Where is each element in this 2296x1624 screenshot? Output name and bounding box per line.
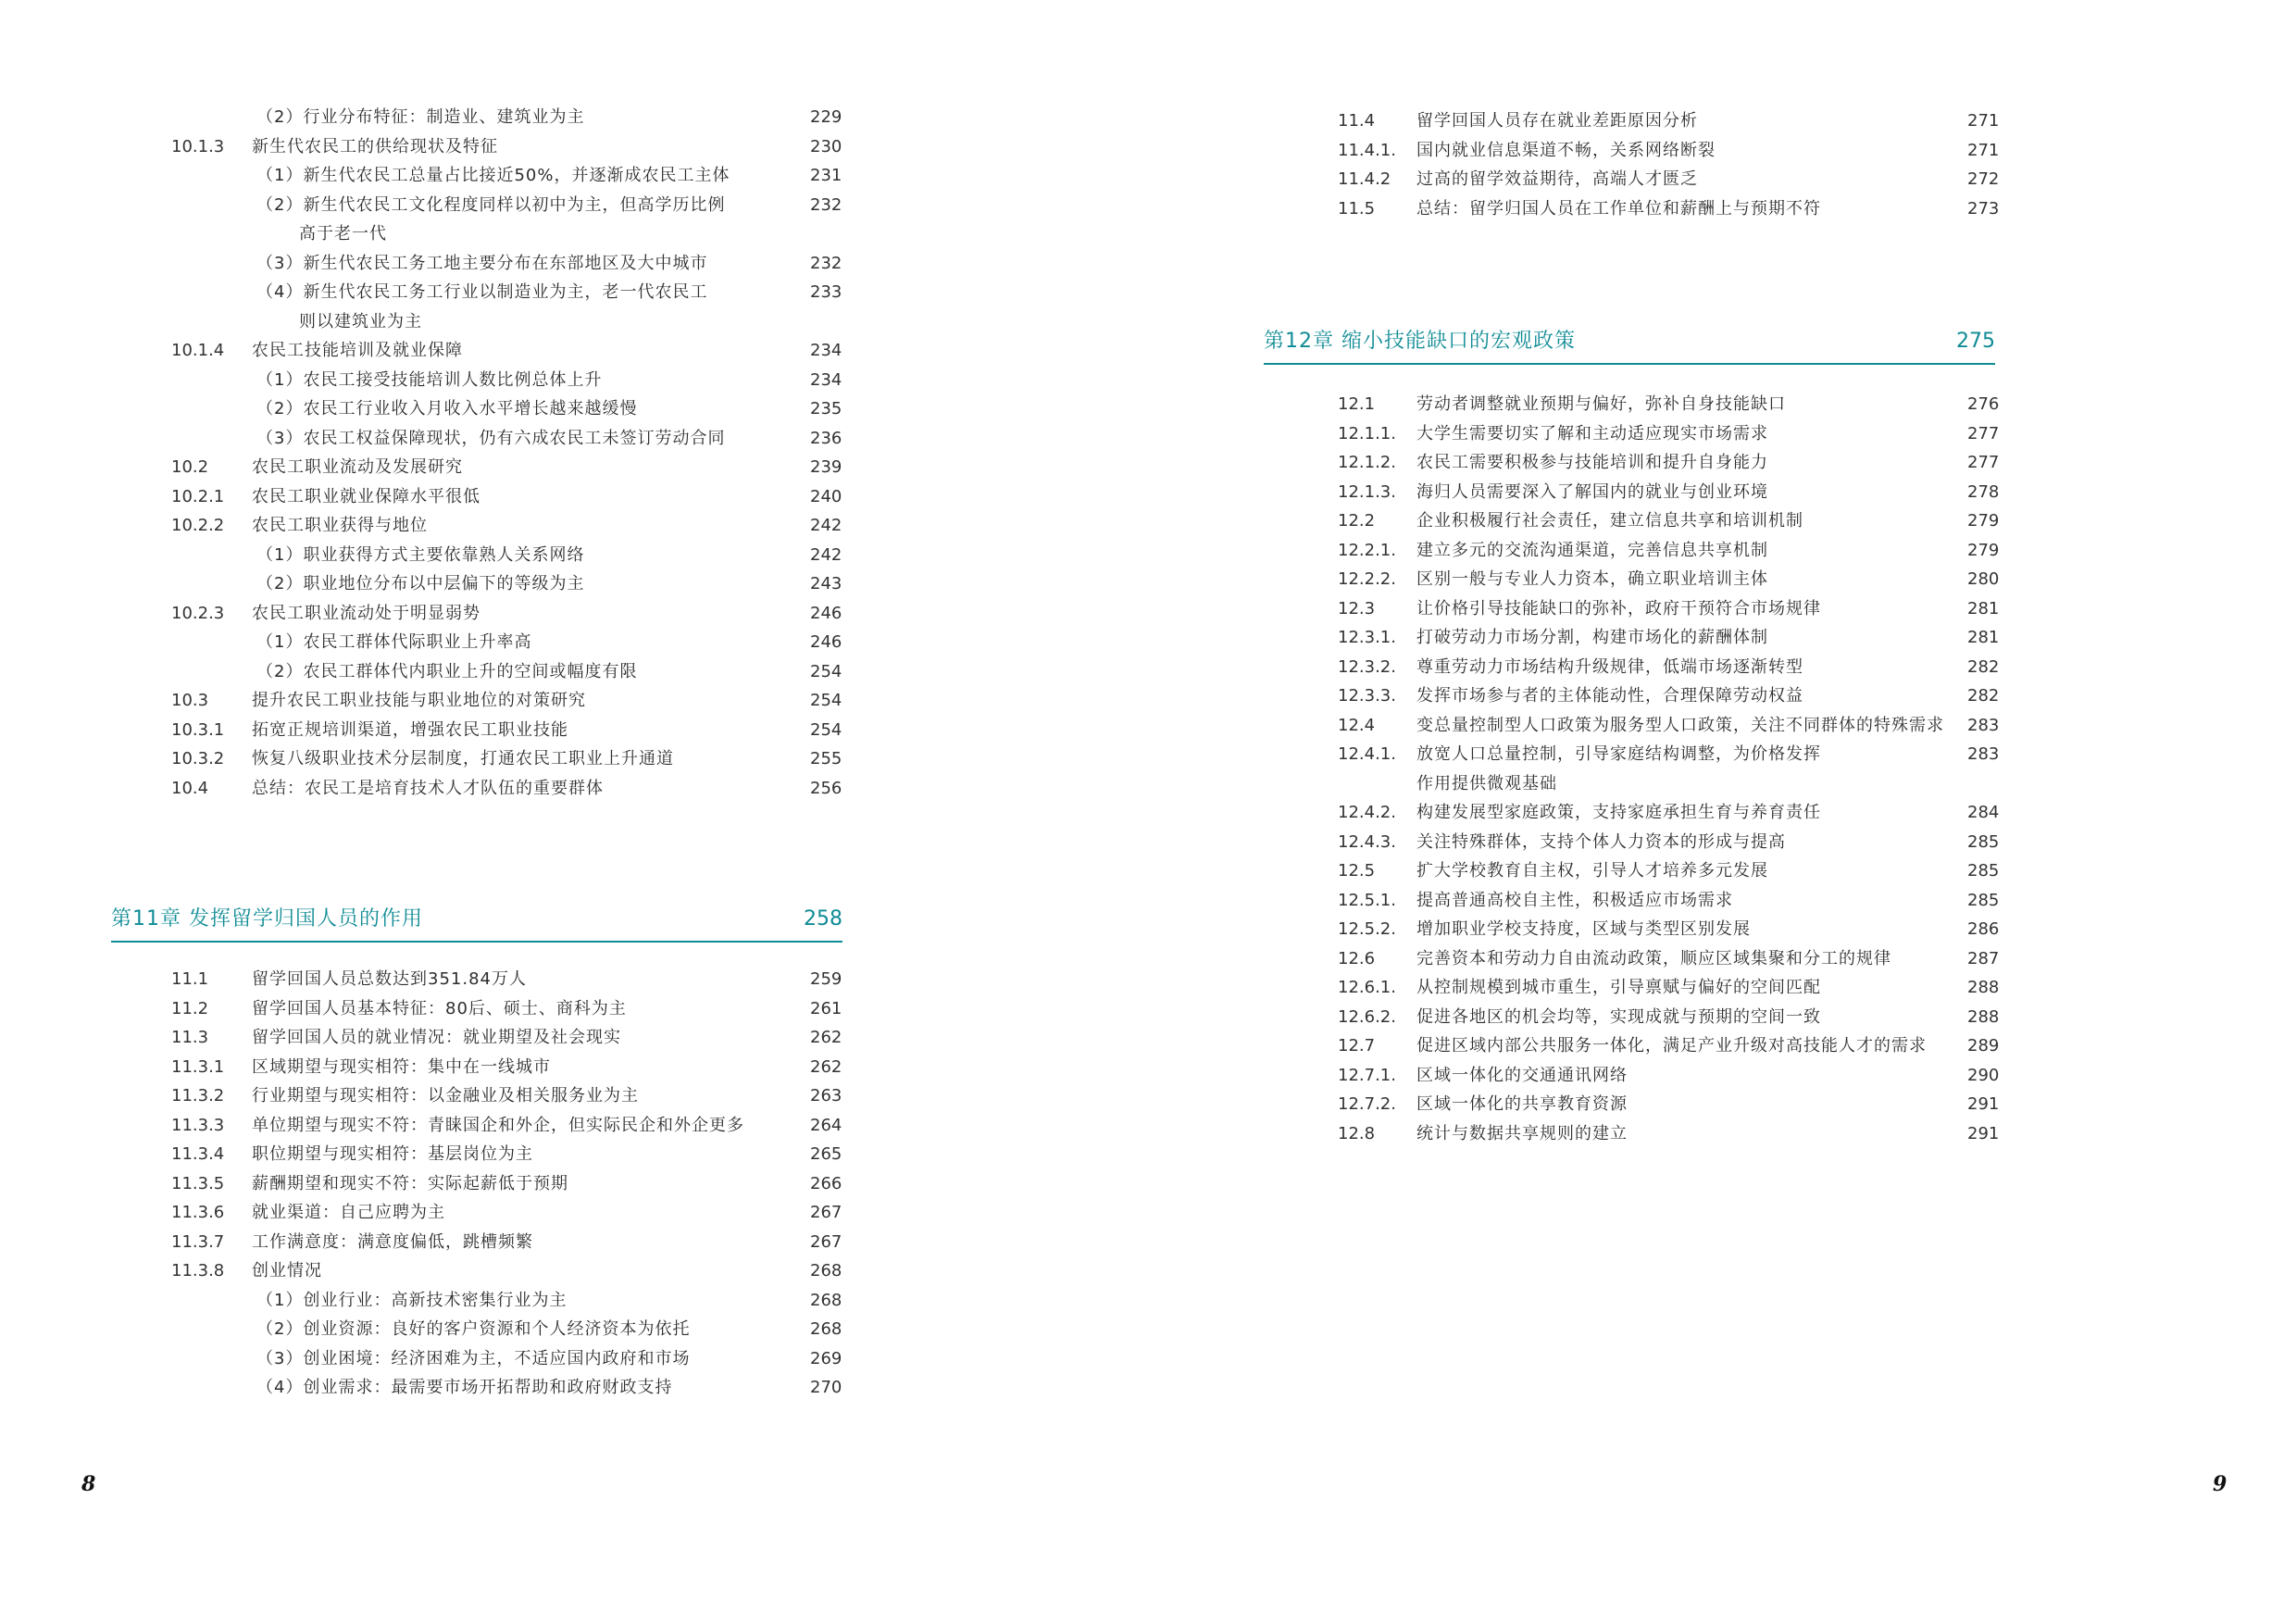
section-page-number: 291 bbox=[1967, 1123, 2000, 1143]
section-title: 留学回国人员存在就业差距原因分析 bbox=[1416, 111, 1698, 131]
section-title: 劳动者调整就业预期与偏好，弥补自身技能缺口 bbox=[1416, 394, 1786, 414]
section-title: 农民工职业就业保障水平很低 bbox=[252, 486, 480, 506]
section-title: （2）新生代农民工文化程度同样以初中为主，但高学历比例 bbox=[256, 194, 726, 215]
section-page-number: 262 bbox=[810, 1056, 842, 1077]
section-number: 11.4.1. bbox=[1338, 140, 1396, 160]
section-title: （3）农民工权益保障现状，仍有六成农民工未签订劳动合同 bbox=[256, 428, 726, 448]
section-page-number: 286 bbox=[1967, 919, 2000, 939]
section-title: 尊重劳动力市场结构升级规律，低端市场逐渐转型 bbox=[1416, 656, 1803, 677]
section-title: 区域一体化的交通通讯网络 bbox=[1416, 1065, 1628, 1085]
section-page-number: 282 bbox=[1967, 686, 2000, 706]
section-page-number: 268 bbox=[810, 1290, 842, 1310]
section-page-number: 270 bbox=[810, 1378, 842, 1397]
section-page-number: 246 bbox=[810, 632, 842, 652]
section-number: 12.7.2. bbox=[1338, 1094, 1396, 1114]
section-page-number: 271 bbox=[1967, 111, 2000, 131]
section-page-number: 256 bbox=[810, 778, 842, 798]
section-number: 12.8 bbox=[1338, 1123, 1376, 1143]
section-title: 工作满意度：满意度偏低，跳槽频繁 bbox=[252, 1231, 533, 1252]
section-title: 单位期望与现实不符：青睐国企和外企，但实际民企和外企更多 bbox=[252, 1115, 744, 1135]
section-number: 12.2 bbox=[1338, 511, 1376, 531]
section-page-number: 233 bbox=[810, 282, 842, 302]
section-title: 打破劳动力市场分割，构建市场化的薪酬体制 bbox=[1416, 628, 1768, 647]
section-page-number: 281 bbox=[1967, 628, 2000, 647]
section-title: 放宽人口总量控制，引导家庭结构调整，为价格发挥 bbox=[1416, 744, 1821, 764]
chapter-heading[interactable] bbox=[1264, 324, 1995, 365]
section-number: 12.3.2. bbox=[1338, 656, 1396, 677]
section-title: 关注特殊群体，支持个体人力资本的形成与提高 bbox=[1416, 831, 1786, 852]
section-title: 促进区域内部公共服务一体化，满足产业升级对高技能人才的需求 bbox=[1416, 1036, 1927, 1056]
section-number: 12.7 bbox=[1338, 1036, 1376, 1056]
section-number: 11.3 bbox=[171, 1028, 209, 1047]
section-page-number: 277 bbox=[1967, 423, 2000, 443]
section-title: 就业渠道：自己应聘为主 bbox=[252, 1203, 445, 1222]
section-title: 农民工需要积极参与技能培训和提升自身能力 bbox=[1416, 453, 1768, 472]
section-title: 促进各地区的机会均等，实现成就与预期的空间一致 bbox=[1416, 1006, 1821, 1027]
section-page-number: 288 bbox=[1967, 1006, 2000, 1027]
section-number: 11.1 bbox=[171, 969, 209, 989]
section-title: （1）农民工接受技能培训人数比例总体上升 bbox=[256, 369, 603, 390]
section-title: 区域期望与现实相符：集中在一线城市 bbox=[252, 1056, 551, 1077]
section-title: 完善资本和劳动力自由流动政策，顺应区域集聚和分工的规律 bbox=[1416, 948, 1891, 968]
section-number: 11.3.3 bbox=[171, 1115, 225, 1135]
section-page-number: 243 bbox=[810, 574, 842, 593]
section-number: 10.2.3 bbox=[171, 603, 225, 623]
section-number: 10.1.4 bbox=[171, 341, 225, 360]
section-page-number: 229 bbox=[810, 107, 842, 127]
section-page-number: 232 bbox=[810, 194, 842, 215]
section-page-number: 277 bbox=[1967, 453, 2000, 472]
section-number: 11.3.1 bbox=[171, 1056, 225, 1077]
section-title: 统计与数据共享规则的建立 bbox=[1416, 1123, 1628, 1143]
section-title: （1）农民工群体代际职业上升率高 bbox=[256, 632, 532, 652]
section-number: 12.6.2. bbox=[1338, 1006, 1396, 1027]
section-number: 11.3.5 bbox=[171, 1173, 225, 1193]
section-page-number: 255 bbox=[810, 749, 842, 768]
section-number: 11.3.4 bbox=[171, 1144, 225, 1164]
section-page-number: 268 bbox=[810, 1261, 842, 1280]
section-number: 10.3 bbox=[171, 691, 209, 710]
section-page-number: 287 bbox=[1967, 948, 2000, 968]
section-page-number: 265 bbox=[810, 1144, 842, 1164]
page-number: 9 bbox=[2213, 1472, 2227, 1496]
section-title: 新生代农民工的供给现状及特征 bbox=[252, 136, 498, 156]
section-page-number: 267 bbox=[810, 1231, 842, 1252]
section-page-number: 271 bbox=[1967, 140, 2000, 160]
section-title: 农民工职业流动及发展研究 bbox=[252, 457, 463, 477]
section-page-number: 276 bbox=[1967, 394, 2000, 414]
section-number: 12.7.1. bbox=[1338, 1065, 1396, 1085]
section-page-number: 259 bbox=[810, 969, 842, 989]
section-title: 区别一般与专业人力资本，确立职业培训主体 bbox=[1416, 569, 1768, 589]
section-page-number: 266 bbox=[810, 1173, 842, 1193]
section-title: 农民工技能培训及就业保障 bbox=[252, 341, 463, 360]
section-number: 11.3.2 bbox=[171, 1086, 225, 1106]
section-title: 区域一体化的共享教育资源 bbox=[1416, 1094, 1628, 1114]
section-page-number: 242 bbox=[810, 516, 842, 535]
section-page-number: 268 bbox=[810, 1319, 842, 1339]
section-number: 12.4.1. bbox=[1338, 744, 1396, 764]
chapter-page-number: 258 bbox=[804, 907, 842, 931]
section-page-number: 234 bbox=[810, 341, 842, 360]
section-title: （4）新生代农民工务工行业以制造业为主，老一代农民工 bbox=[256, 282, 708, 302]
chapter-title: 第11章 发挥留学归国人员的作用 bbox=[111, 907, 423, 931]
section-title: 拓宽正规培训渠道，增强农民工职业技能 bbox=[252, 719, 568, 740]
section-number: 10.3.1 bbox=[171, 719, 225, 740]
section-page-number: 267 bbox=[810, 1203, 842, 1222]
section-number: 10.2.1 bbox=[171, 486, 225, 506]
section-number: 12.1.2. bbox=[1338, 453, 1396, 472]
section-title: （2）农民工群体代内职业上升的空间或幅度有限 bbox=[256, 661, 638, 681]
section-title: 作用提供微观基础 bbox=[1416, 773, 1557, 793]
section-number: 11.3.8 bbox=[171, 1261, 225, 1280]
section-number: 11.3.7 bbox=[171, 1231, 225, 1252]
section-title: （1）职业获得方式主要依靠熟人关系网络 bbox=[256, 544, 585, 565]
section-page-number: 273 bbox=[1967, 198, 2000, 219]
section-page-number: 261 bbox=[810, 998, 842, 1018]
section-number: 11.4 bbox=[1338, 111, 1376, 131]
section-title: 扩大学校教育自主权，引导人才培养多元发展 bbox=[1416, 861, 1768, 881]
section-page-number: 269 bbox=[810, 1348, 842, 1368]
section-title: 过高的留学效益期待，高端人才匮乏 bbox=[1416, 169, 1698, 189]
section-title: 总结：农民工是培育技术人才队伍的重要群体 bbox=[252, 778, 604, 798]
section-page-number: 290 bbox=[1967, 1065, 2000, 1085]
section-number: 10.2.2 bbox=[171, 516, 225, 535]
section-number: 10.3.2 bbox=[171, 749, 225, 768]
section-title: 让价格引导技能缺口的弥补，政府干预符合市场规律 bbox=[1416, 598, 1821, 618]
section-page-number: 281 bbox=[1967, 598, 2000, 618]
section-title: 提升农民工职业技能与职业地位的对策研究 bbox=[252, 691, 586, 710]
section-title: 薪酬期望和现实不符：实际起薪低于预期 bbox=[252, 1173, 568, 1193]
section-title: 农民工职业获得与地位 bbox=[252, 516, 428, 535]
section-page-number: 285 bbox=[1967, 861, 2000, 881]
section-page-number: 254 bbox=[810, 719, 842, 740]
section-number: 10.2 bbox=[171, 457, 209, 477]
page-number: 8 bbox=[81, 1472, 96, 1496]
section-page-number: 279 bbox=[1967, 511, 2000, 531]
section-title: 创业情况 bbox=[252, 1261, 322, 1280]
section-title: 发挥市场参与者的主体能动性，合理保障劳动权益 bbox=[1416, 686, 1803, 706]
section-page-number: 264 bbox=[810, 1115, 842, 1135]
section-page-number: 230 bbox=[810, 136, 842, 156]
chapter-title: 第12章 缩小技能缺口的宏观政策 bbox=[1264, 330, 1576, 353]
section-title: 增加职业学校支持度，区域与类型区别发展 bbox=[1416, 919, 1751, 939]
section-page-number: 246 bbox=[810, 603, 842, 623]
section-page-number: 283 bbox=[1967, 744, 2000, 764]
section-title: 留学回国人员总数达到351.84万人 bbox=[252, 969, 527, 989]
section-page-number: 279 bbox=[1967, 540, 2000, 560]
section-number: 12.3.1. bbox=[1338, 628, 1396, 647]
section-title: （3）创业困境：经济困难为主，不适应国内政府和市场 bbox=[256, 1348, 691, 1368]
section-title: 留学回国人员基本特征：80后、硕士、商科为主 bbox=[252, 998, 627, 1018]
section-number: 12.2.1. bbox=[1338, 540, 1396, 560]
section-number: 12.5.1. bbox=[1338, 890, 1396, 910]
section-number: 10.4 bbox=[171, 778, 209, 798]
section-page-number: 285 bbox=[1967, 890, 2000, 910]
section-number: 11.4.2 bbox=[1338, 169, 1391, 189]
section-number: 12.5 bbox=[1338, 861, 1376, 881]
section-title: 农民工职业流动处于明显弱势 bbox=[252, 603, 480, 623]
section-page-number: 236 bbox=[810, 428, 842, 448]
section-title: 职位期望与现实相符：基层岗位为主 bbox=[252, 1144, 533, 1164]
section-title: （2）职业地位分布以中层偏下的等级为主 bbox=[256, 574, 585, 593]
section-title: 则以建筑业为主 bbox=[299, 311, 422, 331]
section-title: 高于老一代 bbox=[299, 224, 387, 244]
section-title: 留学回国人员的就业情况：就业期望及社会现实 bbox=[252, 1028, 621, 1047]
section-number: 12.6.1. bbox=[1338, 978, 1396, 997]
chapter-page-number: 275 bbox=[1956, 330, 1995, 353]
section-page-number: 282 bbox=[1967, 656, 2000, 677]
section-title: 从控制规模到城市重生，引导禀赋与偏好的空间匹配 bbox=[1416, 978, 1821, 997]
section-number: 12.5.2. bbox=[1338, 919, 1396, 939]
section-page-number: 288 bbox=[1967, 978, 2000, 997]
section-page-number: 284 bbox=[1967, 803, 2000, 822]
section-title: 建立多元的交流沟通渠道，完善信息共享机制 bbox=[1416, 540, 1768, 560]
section-title: 恢复八级职业技术分层制度，打通农民工职业上升通道 bbox=[252, 749, 674, 768]
section-page-number: 291 bbox=[1967, 1094, 2000, 1114]
section-number: 12.4.2. bbox=[1338, 803, 1396, 822]
section-page-number: 283 bbox=[1967, 715, 2000, 735]
section-number: 12.6 bbox=[1338, 948, 1376, 968]
section-number: 10.1.3 bbox=[171, 136, 225, 156]
section-number: 12.3.3. bbox=[1338, 686, 1396, 706]
section-page-number: 263 bbox=[810, 1086, 842, 1106]
section-number: 12.2.2. bbox=[1338, 569, 1396, 589]
section-title: （2）创业资源：良好的客户资源和个人经济资本为依托 bbox=[256, 1319, 691, 1339]
section-number: 12.4.3. bbox=[1338, 831, 1396, 852]
section-title: 提高普通高校自主性，积极适应市场需求 bbox=[1416, 890, 1733, 910]
section-title: （2）行业分布特征：制造业、建筑业为主 bbox=[256, 107, 585, 127]
section-title: 大学生需要切实了解和主动适应现实市场需求 bbox=[1416, 423, 1768, 443]
section-title: 海归人员需要深入了解国内的就业与创业环境 bbox=[1416, 481, 1768, 502]
section-page-number: 280 bbox=[1967, 569, 2000, 589]
section-page-number: 239 bbox=[810, 457, 842, 477]
section-page-number: 289 bbox=[1967, 1036, 2000, 1056]
section-title: （4）创业需求：最需要市场开拓帮助和政府财政支持 bbox=[256, 1378, 673, 1397]
section-number: 12.4 bbox=[1338, 715, 1376, 735]
section-number: 12.1.1. bbox=[1338, 423, 1396, 443]
section-page-number: 234 bbox=[810, 369, 842, 390]
section-title: 国内就业信息渠道不畅，关系网络断裂 bbox=[1416, 140, 1716, 160]
section-page-number: 254 bbox=[810, 691, 842, 710]
section-page-number: 240 bbox=[810, 486, 842, 506]
section-number: 11.2 bbox=[171, 998, 209, 1018]
section-title: （2）农民工行业收入月收入水平增长越来越缓慢 bbox=[256, 399, 638, 418]
section-number: 12.1.3. bbox=[1338, 481, 1396, 502]
section-number: 12.3 bbox=[1338, 598, 1376, 618]
section-title: 行业期望与现实相符：以金融业及相关服务业为主 bbox=[252, 1086, 639, 1106]
section-page-number: 254 bbox=[810, 661, 842, 681]
section-title: （3）新生代农民工务工地主要分布在东部地区及大中城市 bbox=[256, 253, 708, 273]
right-page bbox=[1148, 0, 2296, 1624]
section-page-number: 272 bbox=[1967, 169, 2000, 189]
section-title: 构建发展型家庭政策，支持家庭承担生育与养育责任 bbox=[1416, 803, 1821, 822]
section-title: （1）创业行业：高新技术密集行业为主 bbox=[256, 1290, 568, 1310]
section-title: 企业积极履行社会责任，建立信息共享和培训机制 bbox=[1416, 511, 1803, 531]
section-number: 11.3.6 bbox=[171, 1203, 225, 1222]
section-page-number: 231 bbox=[810, 166, 842, 185]
section-number: 11.5 bbox=[1338, 198, 1376, 219]
section-page-number: 278 bbox=[1967, 481, 2000, 502]
section-page-number: 232 bbox=[810, 253, 842, 273]
section-page-number: 262 bbox=[810, 1028, 842, 1047]
section-title: （1）新生代农民工总量占比接近50%，并逐渐成农民工主体 bbox=[256, 166, 730, 185]
section-page-number: 285 bbox=[1967, 831, 2000, 852]
section-page-number: 242 bbox=[810, 544, 842, 565]
section-number: 12.1 bbox=[1338, 394, 1376, 414]
section-title: 总结：留学归国人员在工作单位和薪酬上与预期不符 bbox=[1416, 198, 1821, 219]
section-title: 变总量控制型人口政策为服务型人口政策，关注不同群体的特殊需求 bbox=[1416, 715, 1944, 735]
section-page-number: 235 bbox=[810, 399, 842, 418]
chapter-heading[interactable] bbox=[111, 902, 842, 943]
